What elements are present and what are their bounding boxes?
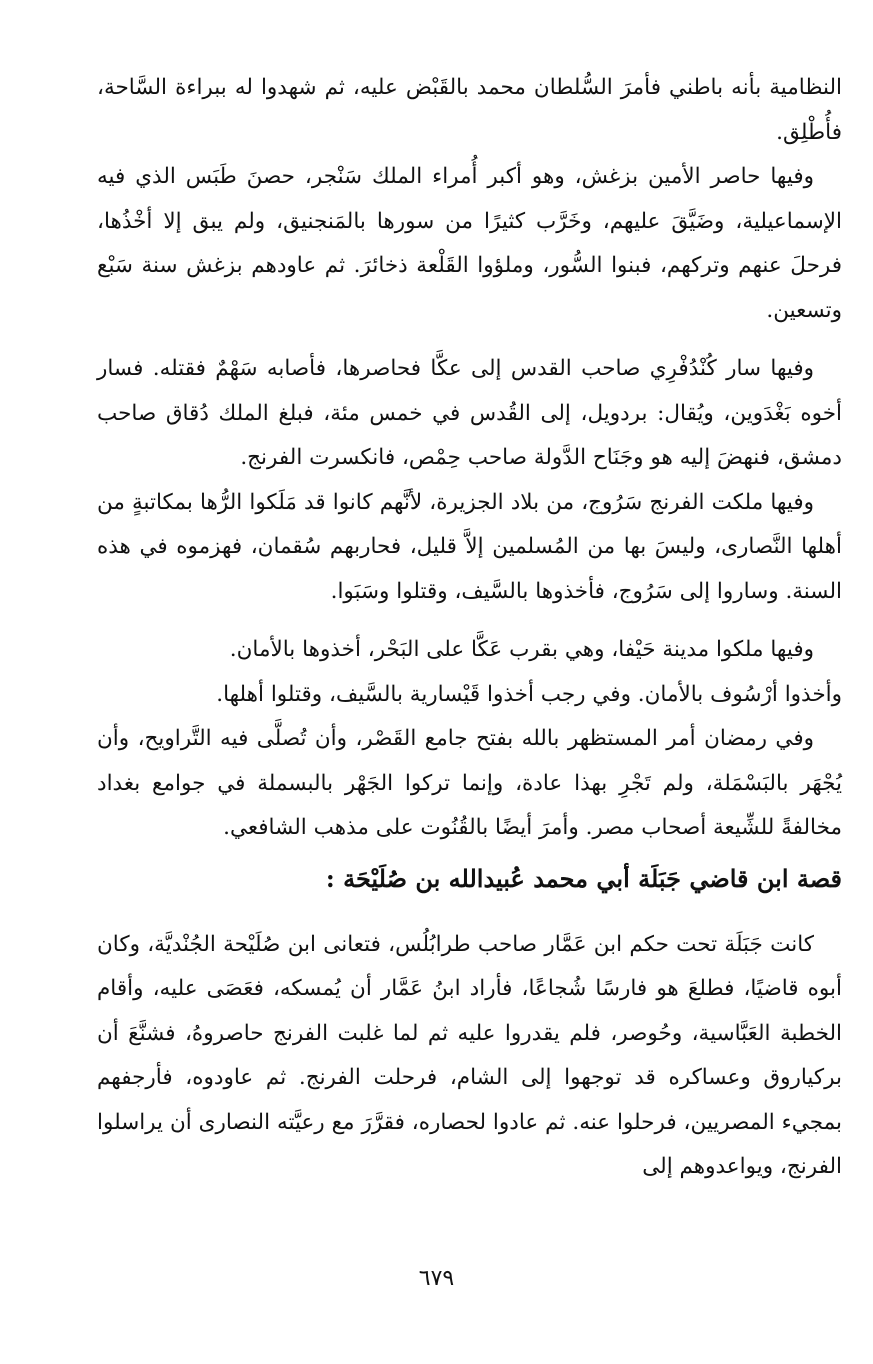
paragraph: وفيها ملكوا مدينة حَيْفا، وهي بقرب عَكَّا على البَحْر، أخذوها بالأمان.	[229, 637, 814, 662]
paragraph: وفيها سار كُنْدُفْرِي صاحب القدس إلى عكَّا فحاصرها، فأصابه سَهْمٌ فقتله. فسار أخوه بَغْدَوين، ويُقال: بردويل، إلى القُدس في خمس مئة، فبلغ الملك دُقاق صاحب دمشق، فنهضَ إليه هو وجَنَاح الدَّولة صاحب حِمْص، فانكسرت الفرنج.	[97, 356, 842, 470]
paragraph: النظامية بأنه باطني فأمرَ السُّلطان محمد بالقَبْض عليه، ثم شهدوا له ببراءة السَّاحة، فأُطْلِق.	[97, 75, 842, 145]
section-heading: قصة ابن قاضي جَبَلَة أبي محمد عُبيدالله بن صُلَيْحَة :	[325, 863, 842, 893]
paragraph: وفي رمضان أمر المستظهر بالله بفتح جامع القَصْر، وأن تُصلَّى فيه التَّراويح، وأن يُجْهَر بالبَسْمَلة، ولم تَجْرِ بهذا عادة، وإنما تركوا الجَهْر بالبسملة في جوامع بغداد مخالفةً للشِّيعة أصحاب مصر. وأمرَ أيضًا بالقُنُوت على مذهب الشافعي.	[97, 726, 842, 840]
paragraph: وفيها ملكت الفرنج سَرُوج، من بلاد الجزيرة، لأنَّهم كانوا قد مَلَكوا الرُّها بمكاتبةٍ من أهلها النَّصارى، وليسَ بها من المُسلمين إلاَّ قليل، فحاربهم سُقمان، فهزموه في هذه السنة. وساروا إلى سَرُوج، فأخذوها بالسَّيف، وقتلوا وسَبَوا.	[97, 489, 842, 604]
paragraph: وفيها حاصر الأمين بزغش، وهو أكبر أُمراء الملك سَنْجر، حصنَ طَبَس الذي فيه الإسماعيلية، وضَيَّقَ عليهم، وخَرَّب كثيرًا من سورها بالمَنجنيق، ولم يبق إلا أخْذُها، فرحلَ عنهم وتركهم، فبنوا السُّور، وملؤوا القَلْعة ذخائرَ. ثم عاودهم بزغش سنة سَبْع وتسعين.	[97, 164, 842, 323]
paragraph: كانت جَبَلَة تحت حكم ابن عَمَّار صاحب طرابُلُس، فتعانى ابن صُلَيْحة الجُنْديَّة، وكان أبوه قاضيًا، فطلعَ هو فارسًا شُجاعًا، فأراد ابنُ عَمَّار أن يُمسكه، فعَصَى عليه، وأقام الخطبة العَبَّاسية، وحُوصر، فلم يقدروا عليه ثم لما غلبت الفرنج حاصروهُ، فشنَّعَ أن بركياروق وعساكره قد توجهوا إلى الشام، فرحلت الفرنج. ثم عاودوه، فأرجفهم بمجيء المصريين، فرحلوا عنه. ثم عادوا لحصاره، فقرَّرَ مع رعيَّته النصارى أن يراسلوا الفرنج، ويواعدوهم إلى	[97, 931, 842, 1179]
page-text-block	[97, 66, 842, 1286]
paragraph: وأخذوا أرْسُوف بالأمان. وفي رجب أخذوا قَيْسارية بالسَّيف، وقتلوا أهلها.	[216, 681, 842, 707]
page-number: ٦٧٩	[418, 1266, 455, 1291]
